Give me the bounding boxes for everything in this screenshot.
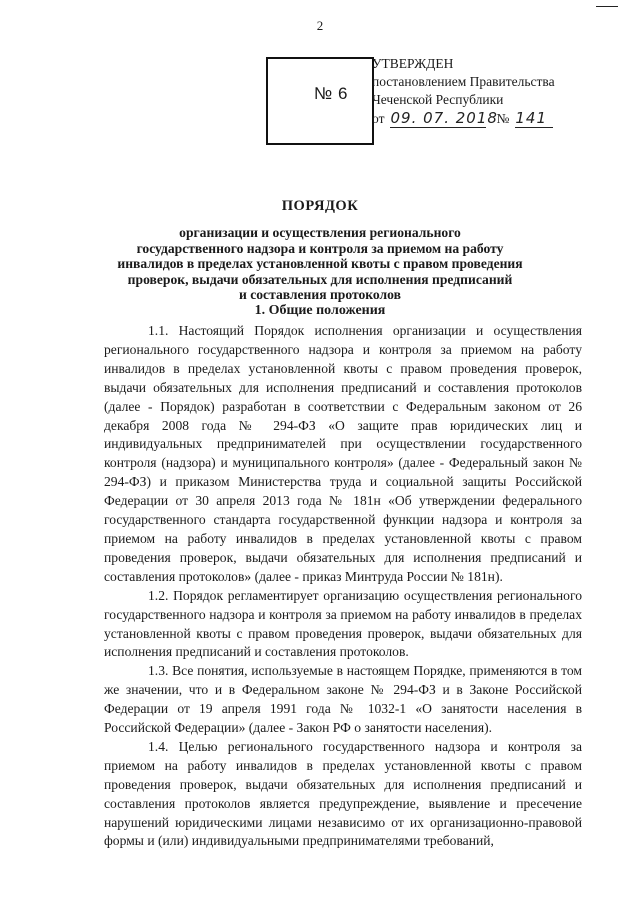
approval-heading: УТВЕРЖДЕН <box>372 56 454 71</box>
subtitle-line: государственного надзора и контроля за приемом на работу <box>136 240 504 256</box>
page-number: 2 <box>316 18 324 33</box>
section-heading: 1. Общие положения <box>254 303 386 318</box>
approval-date-line <box>372 109 555 128</box>
approval-line-1: постановлением Правительства <box>372 74 555 89</box>
subtitle-line: проверок, выдачи обязательных для исполнения предписаний <box>127 271 513 287</box>
document-subtitle <box>90 225 550 303</box>
corner-mark <box>596 6 618 7</box>
paragraph-1-1: 1.1. Настоящий Порядок исполнения организации и осуществления регионального государственного надзора и контроля за приемом на работу инвалидов в пределах установленной квоты с правом проведения проверок, выдачи обязательных для исполнения предписаний и составления протоколов (далее - Порядок) разработан в соответствии с Федеральным законом от 26 декабря 2008 года № 294-ФЗ «О защите прав юридических лиц и индивидуальных предпринимателей при осуществлении государственного контроля (надзора) и муниципального контроля» (далее - Федеральный закон № 294-ФЗ) и приказом Министерства труда и социальной защиты Российской Федерации от 30 апреля 2013 года № 181н «Об утверждении федерального государственного стандарта государственной функции надзора и контроля за приемом на работу инвалидов в пределах установленной квоты с правом проведения проверок, выдачи обязательных для исполнения предписаний и составления протоколов» (далее - приказ Минтруда России № 181н). <box>104 323 582 584</box>
handwritten-number: 141 <box>515 109 553 128</box>
subtitle-line: организации и осуществления регионального <box>179 225 461 240</box>
number-label: № <box>496 111 510 126</box>
date-prefix: от <box>372 111 385 126</box>
approval-block <box>372 55 555 128</box>
handwritten-date: 09. 07. 2018 <box>390 109 498 127</box>
subtitle-line: инвалидов в пределах установленной квоты с правом проведения <box>117 256 523 271</box>
approval-line-2: Чеченской Республики <box>372 92 504 107</box>
subtitle-line: и составления протоколов <box>239 287 401 302</box>
registration-stamp <box>266 57 374 145</box>
paragraph-1-3: 1.3. Все понятия, используемые в настоящем Порядке, применяются в том же значении, что и в Федеральном законе № 294-ФЗ и в Законе Российской Федерации от 19 апреля 1991 года № 1032-1 «О занятости населения в Российской Федерации» (далее - Закон РФ о занятости населения). <box>104 663 582 736</box>
body-text <box>104 322 582 851</box>
paragraph-1-4: 1.4. Целью регионального государственного надзора и контроля за приемом на работу инвалидов в пределах установленной квоты с правом проведения проверок, выдачи обязательных для исполнения предписаний и составления протоколов является предупреждение, выявление и пресечение нарушений юридическими лицами независимо от их организационно-правовой формы и (или) индивидуальными предпринимателями требований, <box>104 738 582 849</box>
document-title: ПОРЯДОК <box>281 198 359 214</box>
stamp-number: № 6 <box>314 84 348 103</box>
paragraph-1-2: 1.2. Порядок регламентирует организацию осуществления регионального государственного надзора и контроля за приемом на работу инвалидов в пределах установленной квоты с правом проведения проверок, выдачи обязательных для исполнения предписаний и составления протоколов. <box>104 587 582 660</box>
